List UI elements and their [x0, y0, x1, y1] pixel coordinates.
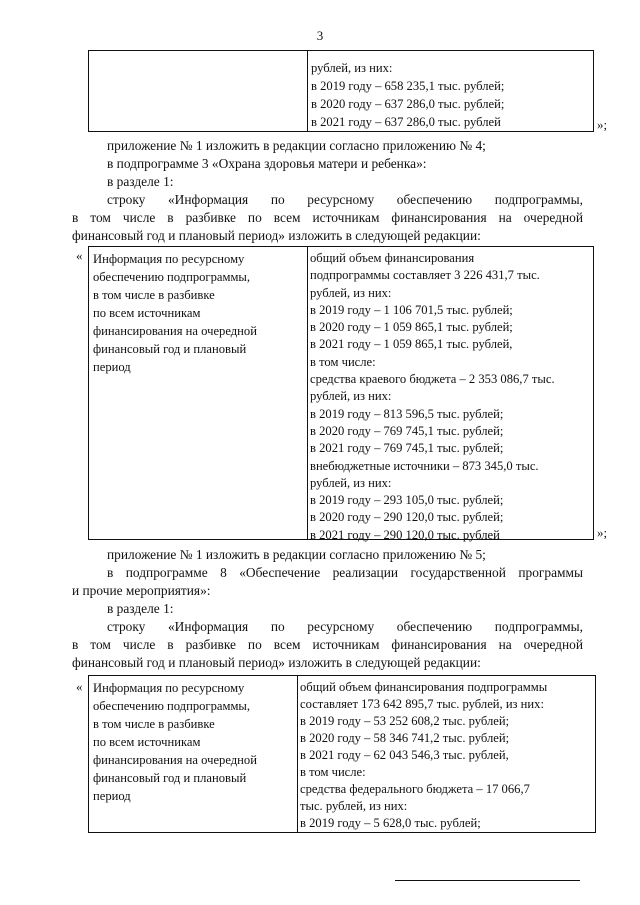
- table-3-left-line: период: [93, 789, 131, 803]
- paragraph: в том числе в разбивке по всем источникам финансирования на очередной: [72, 637, 583, 652]
- paragraph: в подпрограмме 3 «Охрана здоровья матери и ребенка»:: [107, 156, 427, 171]
- table-3-left-line: финансовый год и плановый: [93, 771, 247, 785]
- table-2-close-quote: »;: [597, 525, 608, 540]
- table-1-right-cell: [311, 59, 504, 131]
- table-2-right-line: рублей, из них:: [310, 285, 392, 300]
- table-3-left-line: по всем источникам: [93, 735, 201, 749]
- table-3-divider: [297, 676, 298, 832]
- table-2-left-line: период: [93, 360, 131, 374]
- table-3-left-line: обеспечению подпрограммы,: [93, 699, 251, 713]
- table-2-right-cell: [310, 250, 555, 544]
- paragraph: финансовый год и плановый период» изложить в следующей редакции:: [72, 655, 481, 670]
- table-3-right-cell: [300, 679, 547, 832]
- paragraph: приложение № 1 изложить в редакции согласно приложению № 4;: [107, 138, 486, 153]
- table-3-left-line: Информация по ресурсному: [93, 681, 245, 695]
- paragraph: приложение № 1 изложить в редакции согласно приложению № 5;: [107, 547, 486, 562]
- table-2-right-line: в 2019 году – 1 106 701,5 тыс. рублей;: [310, 302, 513, 317]
- table-3-open-quote: «: [76, 679, 83, 694]
- paragraph: в подпрограмме 8 «Обеспечение реализации государственной программы: [107, 565, 583, 580]
- table-2-right-line: в том числе:: [310, 354, 376, 369]
- table-3: [88, 675, 596, 833]
- table-2-left-line: обеспечению подпрограммы,: [93, 270, 251, 284]
- paragraph: строку «Информация по ресурсному обеспечению подпрограммы,: [107, 619, 583, 634]
- table-3-right-line: средства федерального бюджета – 17 066,7: [300, 782, 530, 796]
- paragraph: и прочие мероприятия»:: [72, 583, 211, 598]
- table-2: [88, 246, 594, 540]
- table-2-left-line: в том числе в разбивке: [93, 288, 215, 302]
- table-2-right-line: в 2020 году – 1 059 865,1 тыс. рублей;: [310, 320, 513, 335]
- table-1: [88, 50, 594, 132]
- table-2-left-line: финансирования на очередной: [93, 324, 257, 338]
- paragraph: строку «Информация по ресурсному обеспечению подпрограммы,: [107, 192, 583, 207]
- table-2-right-line: в 2019 году – 813 596,5 тыс. рублей;: [310, 406, 504, 421]
- table-1-close-quote: »;: [597, 117, 608, 132]
- table-2-right-line: общий объем финансирования: [310, 251, 475, 265]
- table-3-right-line: в том числе:: [300, 765, 366, 779]
- table-1-line: в 2020 году – 637 286,0 тыс. рублей;: [311, 97, 505, 111]
- table-2-open-quote: «: [76, 248, 83, 263]
- table-3-left-cell: [93, 679, 257, 805]
- table-3-left-line: финансирования на очередной: [93, 753, 257, 767]
- table-2-right-line: в 2019 году – 293 105,0 тыс. рублей;: [310, 493, 504, 508]
- paragraph: в разделе 1:: [107, 174, 174, 189]
- page-number: 3: [316, 28, 324, 43]
- table-1-line: в 2021 году – 637 286,0 тыс. рублей: [311, 115, 501, 129]
- table-2-divider: [307, 247, 308, 539]
- table-1-line: в 2019 году – 658 235,1 тыс. рублей;: [311, 79, 505, 93]
- table-2-right-line: в 2021 году – 769 745,1 тыс. рублей;: [310, 441, 504, 456]
- table-3-right-line: в 2019 году – 5 628,0 тыс. рублей;: [300, 816, 481, 830]
- table-2-right-line: средства краевого бюджета – 2 353 086,7 тыс.: [310, 372, 555, 387]
- table-2-left-line: по всем источникам: [93, 306, 201, 320]
- table-2-right-line: рублей, из них:: [310, 389, 392, 404]
- paragraph: в том числе в разбивке по всем источникам финансирования на очередной: [72, 210, 583, 225]
- table-2-left-line: финансовый год и плановый: [93, 342, 247, 356]
- table-2-left-line: Информация по ресурсному: [93, 252, 245, 266]
- table-2-left-cell: [93, 250, 257, 376]
- table-2-right-line: подпрограммы составляет 3 226 431,7 тыс.: [310, 268, 540, 283]
- table-3-right-line: в 2019 году – 53 252 608,2 тыс. рублей;: [300, 714, 510, 728]
- table-2-right-line: в 2020 году – 290 120,0 тыс. рублей;: [310, 510, 504, 525]
- table-1-divider: [307, 51, 308, 131]
- paragraph: в разделе 1:: [107, 601, 174, 616]
- table-2-right-line: в 2021 году – 1 059 865,1 тыс. рублей,: [310, 337, 513, 352]
- table-2-right-line: в 2021 году – 290 120,0 тыс. рублей: [310, 527, 500, 542]
- table-2-right-line: рублей, из них:: [310, 475, 392, 490]
- table-3-left-line: в том числе в разбивке: [93, 717, 215, 731]
- table-2-right-line: в 2020 году – 769 745,1 тыс. рублей;: [310, 423, 504, 438]
- table-1-line: рублей, из них:: [311, 61, 393, 75]
- table-3-right-line: в 2021 году – 62 043 546,3 тыс. рублей,: [300, 748, 509, 762]
- table-3-right-line: составляет 173 642 895,7 тыс. рублей, из них:: [300, 697, 544, 711]
- paragraph: финансовый год и плановый период» изложить в следующей редакции:: [72, 228, 481, 243]
- table-3-right-line: общий объем финансирования подпрограммы: [300, 680, 548, 694]
- table-2-right-line: внебюджетные источники – 873 345,0 тыс.: [310, 458, 539, 473]
- table-3-right-line: в 2020 году – 58 346 741,2 тыс. рублей;: [300, 731, 510, 745]
- table-3-right-line: тыс. рублей, из них:: [300, 799, 408, 813]
- footer-rule: [395, 880, 580, 881]
